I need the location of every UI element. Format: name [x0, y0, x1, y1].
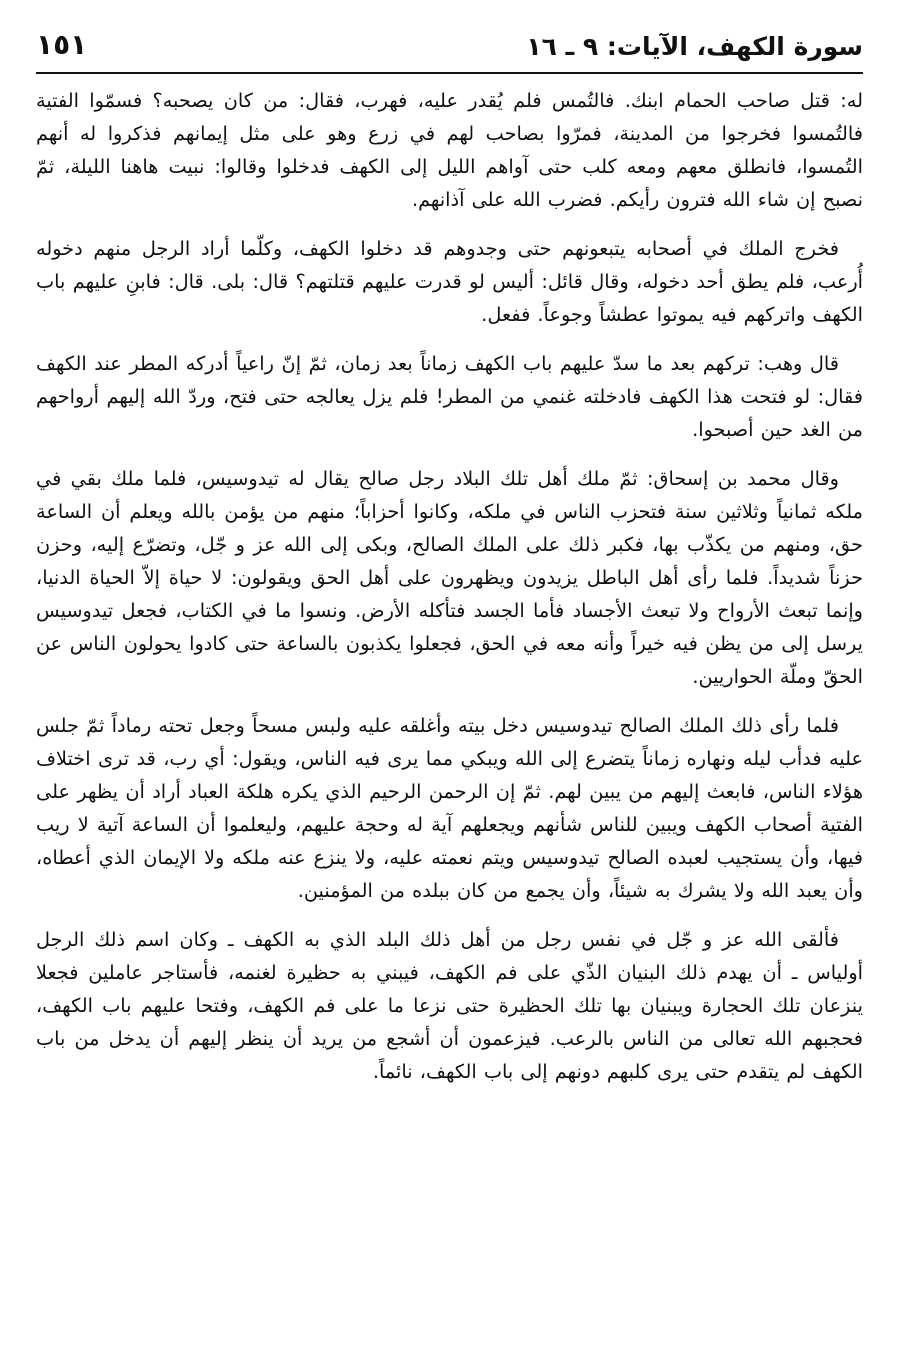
paragraph-1: له: قتل صاحب الحمام ابنك. فالتُمس فلم يُقدر عليه، فهرب، فقال: من كان يصحبه؟ فسمّوا الفتية فالتُمسوا فخرجوا من المدينة، فمرّوا بصاحب لهم في زرع وهو على مثل إيمانهم فذكروا له أنهم التُمسوا، فانطلق معهم ومعه كلب حتى آواهم الليل إلى الكهف فدخلوا وقالوا: نبيت هاهنا الليلة، ثمّ نصبح إن شاء الله فترون رأيكم. فضرب الله على آذانهم.: [36, 89, 863, 211]
paragraph-6: فألقى الله عز و جّل في نفس رجل من أهل ذلك البلد الذي به الكهف ـ وكان اسم ذلك الرجل أولياس ـ أن يهدم ذلك البنيان الذّي على فم الكهف، فيبني به حظيرة لغنمه، فأستاجر عاملين فجعلا ينزعان تلك الحجارة ويبنيان بها تلك الحظيرة حتى نزعا ما على فم الكهف، وفتحا عليهم باب الكهف، فحجبهم الله تعالى من الناس بالرعب. فيزعمون أن أشجع من يريد أن ينظر إليهم أن يدخل من باب الكهف لم يتقدم حتى يرى كلبهم دونهم إلى باب الكهف، نائماً.: [36, 928, 863, 1083]
paragraph-4: وقال محمد بن إسحاق: ثمّ ملك أهل تلك البلاد رجل صالح يقال له تيدوسيس، فلما ملك بقي في ملكه ثمانياً وثلاثين سنة فتحزب الناس في ملكه، وكانوا أحزاباً؛ منهم من يؤمن بالله ويعلم أن الساعة حق، ومنهم من يكذّب بها، فكبر ذلك على الملك الصالح، وبكى إلى الله عز و جّل، وتضرّع إليه، وحزن حزناً شديداً. فلما رأى أهل الباطل يزيدون ويظهرون على أهل الحق ويقولون: لا حياة إلاّ الحياة الدنيا، وإنما تبعث الأرواح ولا تبعث الأجساد فأما الجسد فتأكله الأرض. ونسوا ما في الكتاب، فجعل تيدوسيس يرسل إلى من يظن فيه خيراً وأنه معه في الحق، فجعلوا يكذبون بالساعة حتى كادوا يحولون الناس عن الحقّ وملّة الحواريين.: [36, 467, 863, 688]
page-number: ١٥١: [36, 28, 88, 61]
running-title: سورة الكهف، الآيات: ٩ ـ ١٦: [526, 32, 863, 61]
page-header: [36, 26, 863, 74]
paragraph-2: فخرج الملك في أصحابه يتبعونهم حتى وجدوهم قد دخلوا الكهف، وكلّما أراد الرجل منهم دخوله أُرعب، فلم يطق أحد دخوله، وقال قائل: أليس لو قدرت عليهم قتلتهم؟ قال: بلى. قال: فابنِ عليهم باب الكهف واتركهم فيه يموتوا عطشاً وجوعاً. ففعل.: [36, 237, 863, 326]
document-page: [36, 26, 863, 1352]
paragraph-3: قال وهب: تركهم بعد ما سدّ عليهم باب الكهف زماناً بعد زمان، ثمّ إنّ راعياً أدركه المطر عند الكهف فقال: لو فتحت هذا الكهف فادخلته غنمي من المطر! فلم يزل يعالجه حتى فتح، وردّ الله إليهم أرواحهم من الغد حين أصبحوا.: [36, 352, 863, 441]
paragraph-5: فلما رأى ذلك الملك الصالح تيدوسيس دخل بيته وأغلقه عليه ولبس مسحاً وجعل تحته رماداً ثمّ جلس عليه فدأب ليله ونهاره زماناً يتضرع إلى الله ويبكي مما يرى فيه الناس، ويقول: أي رب، قد ترى اختلاف هؤلاء الناس، فابعث إليهم من يبين لهم. ثمّ إن الرحمن الرحيم الذي يكره هلكة العباد أراد أن يظهر على الفتية أصحاب الكهف ويبين للناس شأنهم ويجعلهم آية له وحجة عليهم، وليعلموا أن الساعة آتية لا ريب فيها، وأن يستجيب لعبده الصالح تيدوسيس ويتم نعمته عليه، ولا ينزع عنه ملكه ولا الإيمان الذي أعطاه، وأن يعبد الله ولا يشرك به شيئاً، وأن يجمع من كان ببلده من المؤمنين.: [36, 714, 863, 902]
body-text: [36, 84, 863, 1088]
